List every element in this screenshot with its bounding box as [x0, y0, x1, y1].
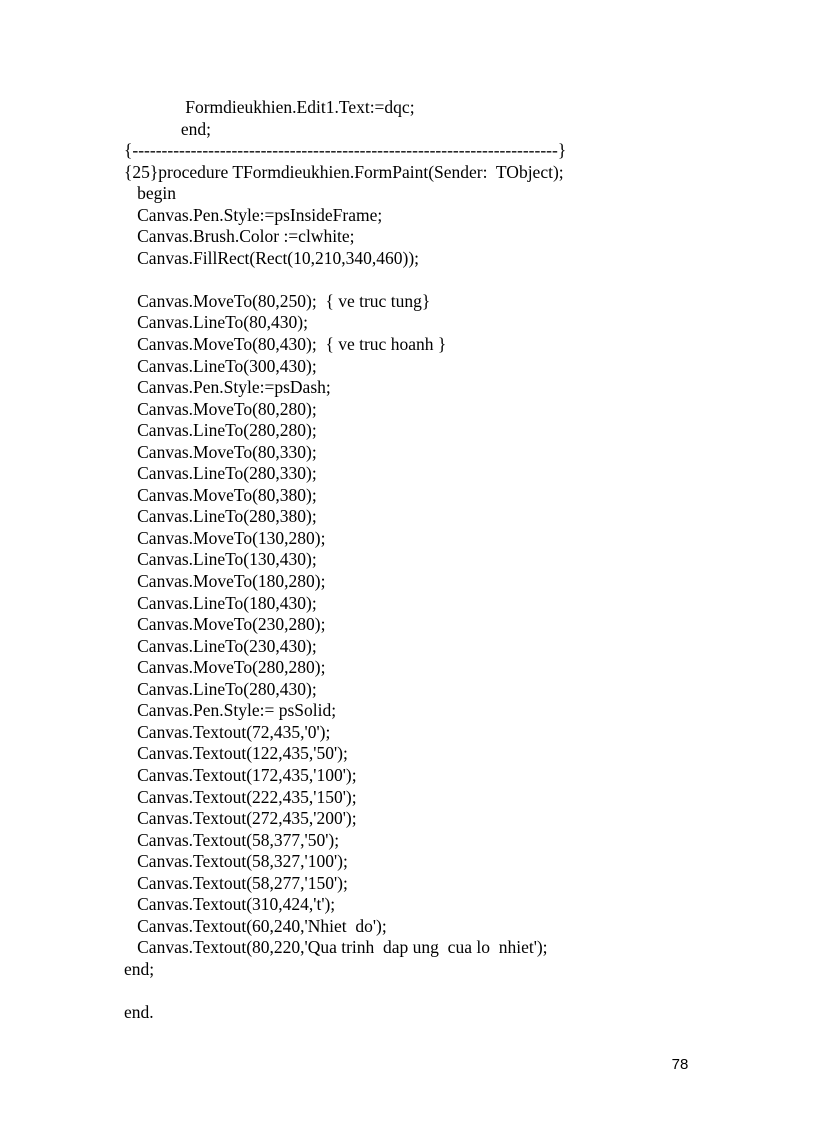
code-line: Canvas.MoveTo(180,280);: [124, 571, 326, 592]
code-line: Canvas.MoveTo(80,280);: [124, 398, 317, 419]
code-line: Canvas.MoveTo(80,430); { ve truc hoanh }: [124, 334, 447, 355]
code-line: Canvas.MoveTo(230,280);: [124, 614, 326, 635]
code-line: end;: [124, 958, 155, 979]
code-line: Canvas.LineTo(280,330);: [124, 463, 317, 484]
code-line: Canvas.Textout(58,377,'50');: [124, 829, 340, 850]
code-line: Canvas.Textout(222,435,'150');: [124, 786, 357, 807]
code-line: Canvas.Textout(122,435,'50');: [124, 743, 348, 764]
code-line: {-------------------------------------------------------------------------}: [124, 140, 567, 161]
code-line: Canvas.Textout(58,327,'100');: [124, 851, 348, 872]
code-line: end.: [124, 1001, 154, 1022]
code-line: Canvas.Textout(58,277,'150');: [124, 872, 348, 893]
code-line: Canvas.Textout(310,424,'t');: [124, 894, 336, 915]
code-line: Canvas.LineTo(300,430);: [124, 355, 317, 376]
code-line: Canvas.Brush.Color :=clwhite;: [124, 226, 355, 247]
code-line: Canvas.Pen.Style:=psDash;: [124, 377, 331, 398]
code-line: Canvas.LineTo(280,380);: [124, 506, 317, 527]
code-line: Canvas.LineTo(230,430);: [124, 635, 317, 656]
code-line: Canvas.MoveTo(80,330);: [124, 441, 317, 462]
code-line: Canvas.FillRect(Rect(10,210,340,460));: [124, 247, 420, 268]
code-line: Formdieukhien.Edit1.Text:=dqc;: [124, 97, 415, 117]
code-line: Canvas.LineTo(280,430);: [124, 678, 317, 699]
code-line: {25}procedure TFormdieukhien.FormPaint(Sender: TObject);: [124, 161, 564, 182]
code-line: Canvas.LineTo(280,280);: [124, 420, 317, 441]
code-line: Canvas.MoveTo(80,380);: [124, 484, 317, 505]
code-line: end;: [124, 118, 212, 139]
code-line: Canvas.Pen.Style:=psInsideFrame;: [124, 204, 383, 225]
code-line: Canvas.Textout(80,220,'Qua trinh dap ung cua lo nhiet');: [124, 937, 548, 958]
code-line: Canvas.LineTo(80,430);: [124, 312, 308, 333]
code-line: [124, 269, 764, 291]
code-line: [124, 980, 764, 1002]
code-line: begin: [124, 183, 177, 204]
code-line: Canvas.MoveTo(80,250); { ve truc tung}: [124, 290, 431, 311]
code-line: Canvas.Textout(60,240,'Nhiet do');: [124, 915, 387, 936]
code-line: Canvas.Textout(172,435,'100');: [124, 764, 357, 785]
code-listing: [124, 97, 764, 1024]
code-line: Canvas.Pen.Style:= psSolid;: [124, 700, 337, 721]
code-line: Canvas.MoveTo(280,280);: [124, 657, 326, 678]
code-line: Canvas.LineTo(180,430);: [124, 592, 317, 613]
page-number: 78: [671, 1056, 689, 1073]
code-line: Canvas.Textout(272,435,'200');: [124, 808, 357, 829]
code-line: Canvas.LineTo(130,430);: [124, 549, 317, 570]
code-line: Canvas.Textout(72,435,'0');: [124, 721, 331, 742]
code-line: Canvas.MoveTo(130,280);: [124, 527, 326, 548]
